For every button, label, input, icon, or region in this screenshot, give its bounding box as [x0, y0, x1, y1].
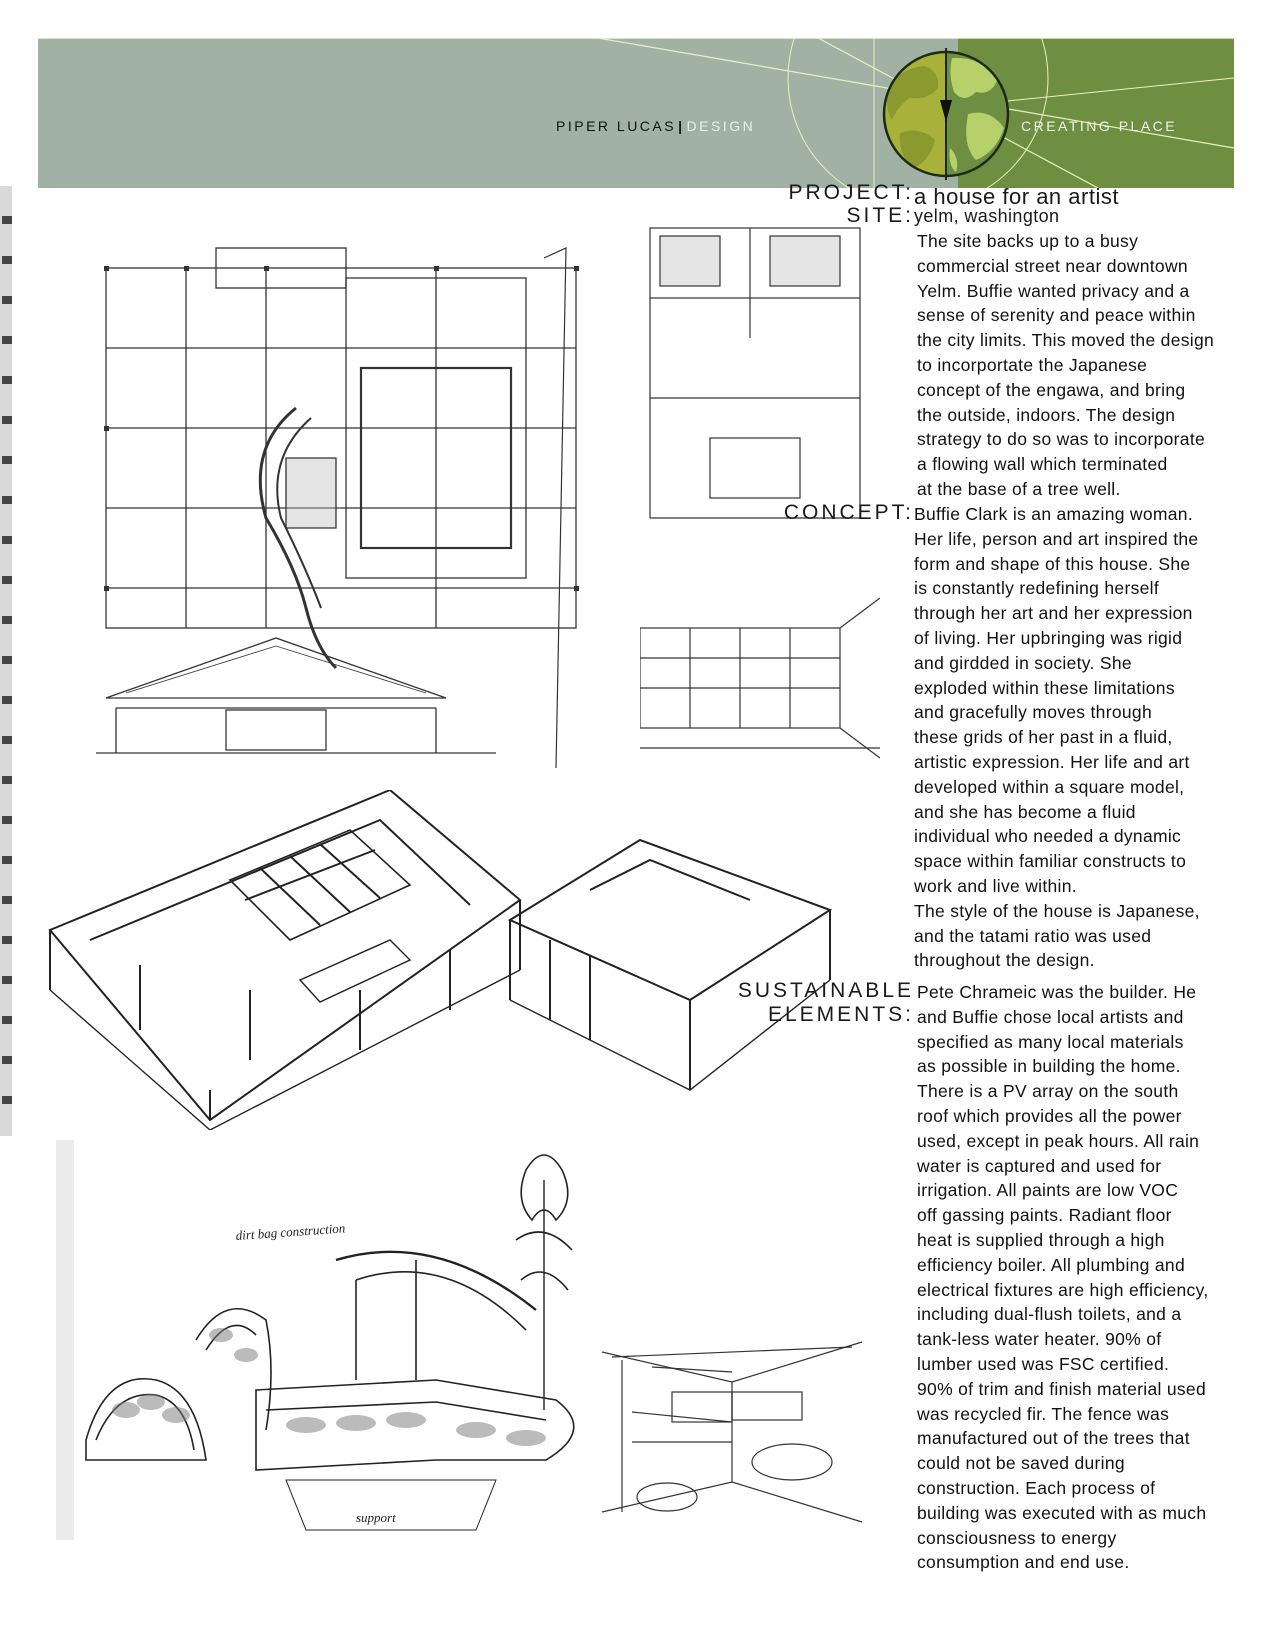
interior-elevation-sketch [640, 218, 880, 778]
concept-text: Buffie Clark is an amazing woman. Her life, person and art inspired the form and shape of this house. She is constantly redefining herself through her art and her expression of living. Her upbringing was rigid and girdded in society. She exploded within these limitations and gracefully moves through these grids of her past in a fluid, artistic expression. Her life and art developed within a square model, and she has become a fluid individual who needed a dynamic space within familiar constructs to work and live within. The style of the house is Japanese, and the tatami ratio was used throughout the design. [914, 504, 1200, 971]
support-note: support [356, 1510, 396, 1525]
sustainable-label-line2: ELEMENTS: [767, 1003, 914, 1026]
sustainable-text: Pete Chrameic was the builder. He and Buffie chose local artists and specified as many local materials as possible in building the home. There is a PV array on the south roof which provides all the power used, except in peak hours. All rain water is captured and used for irrigation. All paints are low VOC off gassing paints. Radiant floor heat is supplied through a high efficiency boiler. All plumbing and electrical fixtures are high efficiency, including dual-flush toilets, and a tank-less water heater. 90% of lumber used was FSC certified. 90% of trim and finish material used was recycled fir. The fence was manufactured out of the trees that could not be saved during construction. Each process of building was executed with as much consciousness to energy consumption and end use. [917, 982, 1209, 1573]
dirt-bag-wall-sketch [56, 1140, 616, 1540]
brand-name: PIPER LUCAS [556, 118, 677, 134]
site-label: SITE: [846, 204, 914, 227]
project-value: a house for an artist [914, 184, 1119, 209]
dirt-bag-note: dirt bag construction [235, 1220, 346, 1243]
globe-logo-icon [880, 48, 1012, 180]
site-value: yelm, washington [914, 206, 1060, 226]
bathroom-perspective-sketch [592, 1312, 876, 1542]
axonometric-roof-sketch [30, 790, 870, 1130]
header-banner [38, 38, 1234, 188]
brand-wordmark [556, 118, 755, 134]
sketchbook-binding-strip [0, 186, 34, 1136]
floor-plan-sketch [96, 228, 636, 788]
brand-design: DESIGN [686, 118, 756, 134]
banner-decorative-lines [38, 38, 1234, 188]
sustainable-label-line1: SUSTAINABLE [737, 979, 914, 1002]
brand-separator: | [678, 118, 685, 134]
project-label: PROJECT: [788, 181, 914, 204]
tagline: CREATING PLACE [1021, 118, 1178, 134]
concept-label: CONCEPT: [783, 501, 914, 524]
site-description: The site backs up to a busy commercial street near downtown Yelm. Buffie wanted privacy and a sense of serenity and peace within the city limits. This moved the design to incorportate the Japanese concept of the engawa, and bring the outside, indoors. The design strategy to do so was to incorporate a flowing wall which terminated at the base of a tree well. [917, 231, 1215, 499]
